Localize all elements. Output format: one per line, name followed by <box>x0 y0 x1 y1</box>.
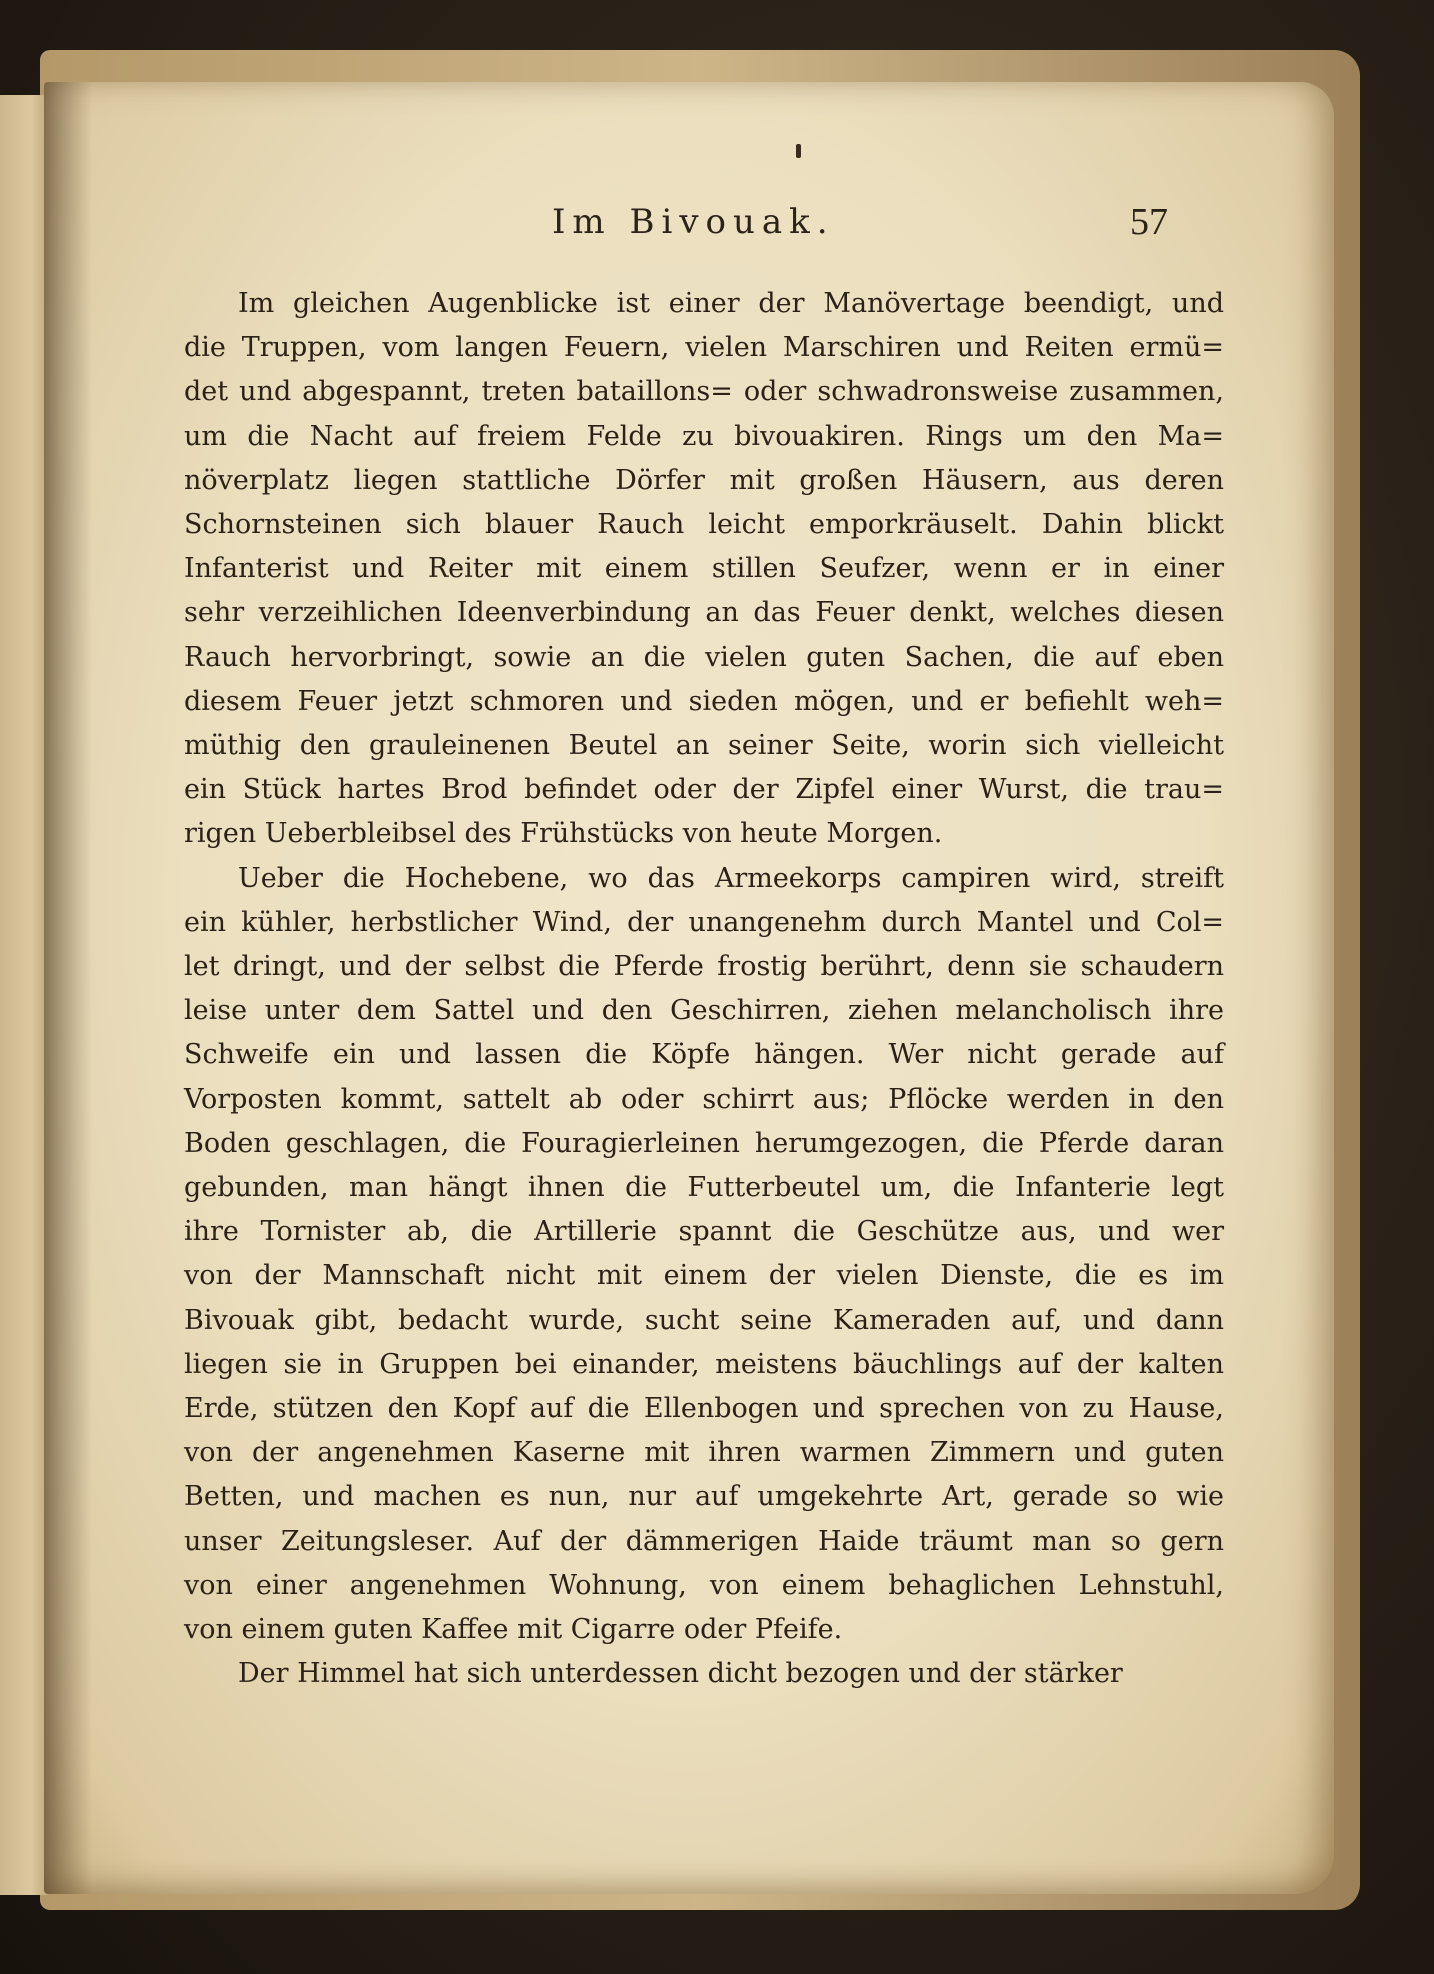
text-line: let dringt, und der selbst die Pferde frostig berührt, denn sie schaudern <box>184 951 1224 983</box>
running-head <box>44 202 1334 262</box>
text-line: von der Mannschaft nicht mit einem der vielen Dienste, die es im <box>184 1260 1224 1292</box>
text-line: von einem guten Kaffee mit Cigarre oder Pfeife. <box>184 1614 843 1646</box>
text-line: liegen sie in Gruppen bei einander, meistens bäuchlings auf der kalten <box>184 1348 1224 1380</box>
text-line: Erde, stützen den Kopf auf die Ellenbogen und sprechen von zu Hause, <box>184 1393 1224 1425</box>
running-title: Im Bivouak. <box>552 202 835 242</box>
book-page <box>44 82 1334 1894</box>
text-line: die Truppen, vom langen Feuern, vielen Marschiren und Reiten ermü= <box>184 332 1224 364</box>
paragraph <box>184 857 1224 1653</box>
text-line: det und abgespannt, treten bataillons= oder schwadronsweise zusammen, <box>184 376 1224 408</box>
ink-speck <box>796 144 801 158</box>
body-text <box>184 282 1224 1697</box>
text-line: um die Nacht auf freiem Felde zu bivouakiren. Rings um den Ma= <box>184 420 1224 452</box>
text-line: sehr verzeihlichen Ideenverbindung an das Feuer denkt, welches diesen <box>184 597 1224 629</box>
text-line: diesem Feuer jetzt schmoren und sieden mögen, und er befiehlt weh= <box>184 685 1224 717</box>
text-line: növerplatz liegen stattliche Dörfer mit großen Häusern, aus deren <box>184 464 1224 496</box>
text-line: Betten, und machen es nun, nur auf umgekehrte Art, gerade so wie <box>184 1481 1224 1513</box>
text-line: Im gleichen Augenblicke ist einer der Manövertage beendigt, und <box>238 288 1224 319</box>
gutter-shadow <box>44 82 92 1894</box>
paragraph <box>184 282 1224 857</box>
text-line: Rauch hervorbringt, sowie an die vielen guten Sachen, die auf eben <box>184 641 1224 673</box>
text-line: Schornsteinen sich blauer Rauch leicht emporkräuselt. Dahin blickt <box>184 509 1224 541</box>
page-number: 57 <box>1130 201 1168 243</box>
text-line: Schweife ein und lassen die Köpfe hängen. Wer nicht gerade auf <box>184 1039 1224 1071</box>
paragraph <box>184 1652 1224 1696</box>
text-line: ein Stück hartes Brod befindet oder der Zipfel einer Wurst, die trau= <box>184 774 1224 806</box>
text-line: Ueber die Hochebene, wo das Armeekorps campiren wird, streift <box>238 862 1224 894</box>
text-line: von einer angenehmen Wohnung, von einem behaglichen Lehnstuhl, <box>184 1569 1224 1601</box>
text-line: leise unter dem Sattel und den Geschirren, ziehen melancholisch ihre <box>184 995 1224 1027</box>
text-line: Bivouak gibt, bedacht wurde, sucht seine Kameraden auf, und dann <box>184 1304 1224 1336</box>
text-line: unser Zeitungsleser. Auf der dämmerigen Haide träumt man so gern <box>184 1525 1224 1557</box>
text-line: Der Himmel hat sich unterdessen dicht bezogen und der stärker <box>238 1658 1123 1690</box>
text-line: Vorposten kommt, sattelt ab oder schirrt aus; Pflöcke werden in den <box>184 1083 1224 1115</box>
text-line: rigen Ueberbleibsel des Frühstücks von heute Morgen. <box>184 818 943 850</box>
text-line: ein kühler, herbstlicher Wind, der unangenehm durch Mantel und Col= <box>184 906 1224 938</box>
text-line: gebunden, man hängt ihnen die Futterbeutel um, die Infanterie legt <box>184 1172 1224 1204</box>
text-line: müthig den grauleinenen Beutel an seiner Seite, worin sich vielleicht <box>184 730 1224 762</box>
text-line: Infanterist und Reiter mit einem stillen Seufzer, wenn er in einer <box>184 553 1224 585</box>
text-line: von der angenehmen Kaserne mit ihren warmen Zimmern und guten <box>184 1437 1224 1469</box>
text-line: Boden geschlagen, die Fouragierleinen herumgezogen, die Pferde daran <box>184 1127 1224 1159</box>
text-line: ihre Tornister ab, die Artillerie spannt die Geschütze aus, und wer <box>184 1216 1224 1248</box>
